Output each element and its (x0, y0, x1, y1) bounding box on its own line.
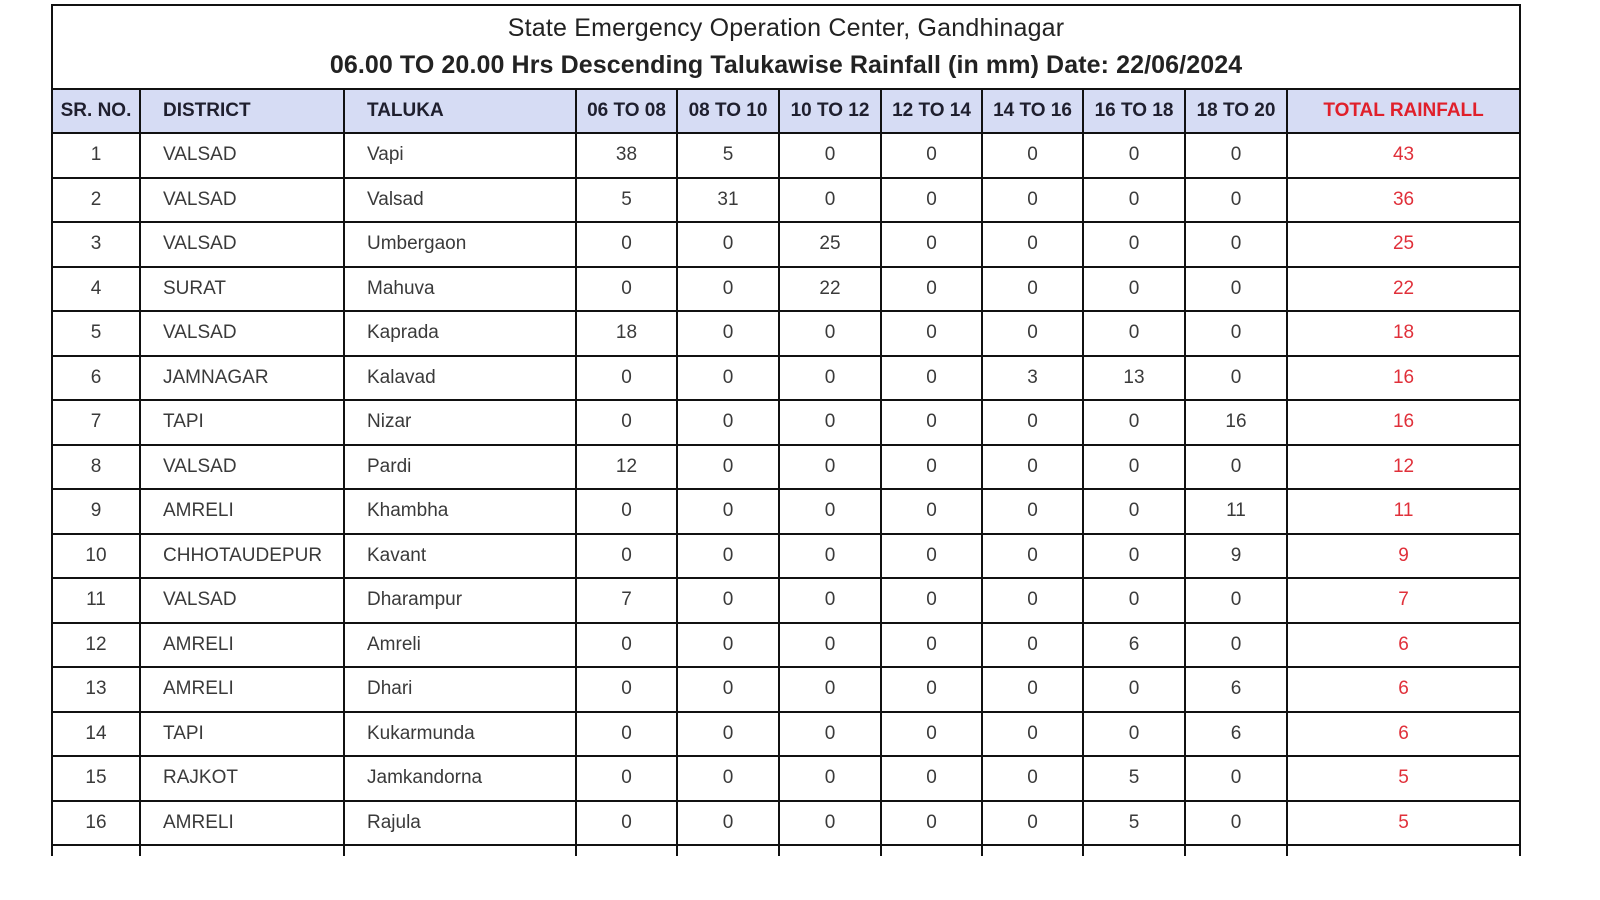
table-row (52, 222, 1520, 267)
cell-district: AMRELI (140, 667, 344, 712)
cell-rain-18-20: 0 (1185, 222, 1287, 267)
cell-sr-no: 7 (52, 400, 140, 445)
cell-rain-08-10: 0 (677, 534, 779, 579)
cell-district: SURAT (140, 267, 344, 312)
cell-sr-no: 10 (52, 534, 140, 579)
cell-taluka: Jamkandorna (344, 756, 576, 801)
cell-taluka: Kaprada (344, 311, 576, 356)
cell-rain-10-12: 0 (779, 311, 881, 356)
col-header-district: DISTRICT (140, 89, 344, 133)
cell-district: AMRELI (140, 623, 344, 668)
cell-rain-14-16: 0 (982, 534, 1083, 579)
cell-total-rainfall: 11 (1287, 489, 1520, 534)
cell-empty (344, 845, 576, 856)
col-header-16-18: 16 TO 18 (1083, 89, 1185, 133)
cell-district: JAMNAGAR (140, 356, 344, 401)
cell-sr-no: 14 (52, 712, 140, 757)
cell-rain-08-10: 0 (677, 445, 779, 490)
cell-rain-12-14: 0 (881, 178, 982, 223)
cell-sr-no: 5 (52, 311, 140, 356)
cell-rain-14-16: 0 (982, 712, 1083, 757)
cell-rain-06-08: 0 (576, 801, 677, 846)
col-header-18-20: 18 TO 20 (1185, 89, 1287, 133)
cell-rain-08-10: 0 (677, 400, 779, 445)
table-row (52, 667, 1520, 712)
cell-rain-12-14: 0 (881, 133, 982, 178)
cell-rain-16-18: 0 (1083, 133, 1185, 178)
cell-rain-10-12: 22 (779, 267, 881, 312)
table-row (52, 400, 1520, 445)
cell-total-rainfall: 6 (1287, 623, 1520, 668)
table-row (52, 133, 1520, 178)
rainfall-table (51, 4, 1521, 856)
cell-rain-18-20: 0 (1185, 178, 1287, 223)
cell-rain-06-08: 18 (576, 311, 677, 356)
table-body (52, 133, 1520, 856)
table-row (52, 267, 1520, 312)
cell-rain-08-10: 0 (677, 623, 779, 668)
cell-rain-14-16: 0 (982, 178, 1083, 223)
cell-rain-14-16: 0 (982, 133, 1083, 178)
cell-taluka: Mahuva (344, 267, 576, 312)
cell-rain-08-10: 0 (677, 356, 779, 401)
cell-rain-08-10: 0 (677, 712, 779, 757)
cell-rain-06-08: 5 (576, 178, 677, 223)
cell-total-rainfall: 16 (1287, 356, 1520, 401)
cell-rain-16-18: 0 (1083, 178, 1185, 223)
cell-rain-16-18: 0 (1083, 311, 1185, 356)
cell-district: VALSAD (140, 178, 344, 223)
cell-rain-16-18: 0 (1083, 578, 1185, 623)
cell-rain-10-12: 0 (779, 667, 881, 712)
report-title (52, 5, 1520, 89)
cell-rain-06-08: 0 (576, 222, 677, 267)
cell-empty (576, 845, 677, 856)
cell-empty (140, 845, 344, 856)
table-row (52, 489, 1520, 534)
cell-rain-12-14: 0 (881, 489, 982, 534)
cell-taluka: Nizar (344, 400, 576, 445)
cell-rain-08-10: 0 (677, 756, 779, 801)
cell-rain-14-16: 0 (982, 801, 1083, 846)
cell-empty (881, 845, 982, 856)
col-header-taluka: TALUKA (344, 89, 576, 133)
cell-rain-12-14: 0 (881, 756, 982, 801)
header-row (52, 89, 1520, 133)
cell-taluka: Valsad (344, 178, 576, 223)
cell-sr-no: 16 (52, 801, 140, 846)
cell-empty (982, 845, 1083, 856)
table-row (52, 356, 1520, 401)
cell-rain-10-12: 0 (779, 534, 881, 579)
cell-rain-16-18: 5 (1083, 756, 1185, 801)
cell-rain-16-18: 0 (1083, 667, 1185, 712)
table-row (52, 578, 1520, 623)
cell-taluka: Rajula (344, 801, 576, 846)
cell-total-rainfall: 6 (1287, 712, 1520, 757)
table-row (52, 445, 1520, 490)
cell-rain-18-20: 9 (1185, 534, 1287, 579)
cell-rain-18-20: 6 (1185, 712, 1287, 757)
table-row-partial (52, 845, 1520, 856)
cell-taluka: Kalavad (344, 356, 576, 401)
cell-rain-12-14: 0 (881, 222, 982, 267)
cell-empty (677, 845, 779, 856)
cell-district: AMRELI (140, 801, 344, 846)
cell-empty (1185, 845, 1287, 856)
cell-sr-no: 2 (52, 178, 140, 223)
table-row (52, 623, 1520, 668)
cell-rain-18-20: 0 (1185, 133, 1287, 178)
cell-district: AMRELI (140, 489, 344, 534)
cell-rain-16-18: 0 (1083, 489, 1185, 534)
col-header-total-rainfall: TOTAL RAINFALL (1287, 89, 1520, 133)
cell-rain-18-20: 11 (1185, 489, 1287, 534)
cell-rain-10-12: 0 (779, 756, 881, 801)
cell-rain-12-14: 0 (881, 801, 982, 846)
cell-sr-no: 15 (52, 756, 140, 801)
cell-taluka: Umbergaon (344, 222, 576, 267)
cell-rain-08-10: 31 (677, 178, 779, 223)
cell-rain-12-14: 0 (881, 623, 982, 668)
cell-sr-no: 11 (52, 578, 140, 623)
cell-district: VALSAD (140, 311, 344, 356)
cell-rain-16-18: 0 (1083, 445, 1185, 490)
table-row (52, 178, 1520, 223)
cell-rain-06-08: 0 (576, 489, 677, 534)
cell-rain-12-14: 0 (881, 712, 982, 757)
cell-rain-14-16: 0 (982, 667, 1083, 712)
col-header-08-10: 08 TO 10 (677, 89, 779, 133)
cell-sr-no: 4 (52, 267, 140, 312)
cell-rain-14-16: 0 (982, 489, 1083, 534)
cell-rain-18-20: 0 (1185, 356, 1287, 401)
cell-rain-06-08: 0 (576, 267, 677, 312)
cell-rain-14-16: 0 (982, 400, 1083, 445)
cell-taluka: Amreli (344, 623, 576, 668)
cell-rain-06-08: 0 (576, 667, 677, 712)
cell-rain-16-18: 0 (1083, 534, 1185, 579)
cell-taluka: Khambha (344, 489, 576, 534)
cell-rain-18-20: 0 (1185, 801, 1287, 846)
report-title-line2: 06.00 TO 20.00 Hrs Descending Talukawise Rainfall (in mm) Date: 22/06/2024 (329, 51, 1243, 79)
cell-rain-14-16: 0 (982, 578, 1083, 623)
cell-rain-08-10: 0 (677, 489, 779, 534)
cell-rain-12-14: 0 (881, 578, 982, 623)
cell-district: VALSAD (140, 578, 344, 623)
table-row (52, 756, 1520, 801)
cell-rain-14-16: 3 (982, 356, 1083, 401)
cell-sr-no: 1 (52, 133, 140, 178)
cell-district: TAPI (140, 712, 344, 757)
cell-rain-06-08: 0 (576, 400, 677, 445)
cell-rain-12-14: 0 (881, 667, 982, 712)
cell-taluka: Pardi (344, 445, 576, 490)
cell-rain-06-08: 0 (576, 534, 677, 579)
cell-rain-16-18: 0 (1083, 267, 1185, 312)
cell-total-rainfall: 43 (1287, 133, 1520, 178)
cell-total-rainfall: 5 (1287, 756, 1520, 801)
cell-rain-06-08: 0 (576, 712, 677, 757)
cell-rain-12-14: 0 (881, 534, 982, 579)
cell-rain-10-12: 0 (779, 178, 881, 223)
cell-total-rainfall: 18 (1287, 311, 1520, 356)
cell-empty (779, 845, 881, 856)
cell-rain-18-20: 0 (1185, 445, 1287, 490)
cell-rain-10-12: 0 (779, 489, 881, 534)
cell-rain-08-10: 0 (677, 667, 779, 712)
cell-rain-12-14: 0 (881, 267, 982, 312)
cell-rain-06-08: 0 (576, 623, 677, 668)
cell-empty (52, 845, 140, 856)
cell-rain-14-16: 0 (982, 311, 1083, 356)
cell-rain-14-16: 0 (982, 445, 1083, 490)
report-title-line1: State Emergency Operation Center, Gandhinagar (507, 14, 1065, 42)
col-header-sr-no: SR. NO. (52, 89, 140, 133)
cell-rain-06-08: 7 (576, 578, 677, 623)
table-row (52, 534, 1520, 579)
cell-rain-06-08: 0 (576, 356, 677, 401)
cell-total-rainfall: 25 (1287, 222, 1520, 267)
table-row (52, 311, 1520, 356)
cell-sr-no: 3 (52, 222, 140, 267)
cell-sr-no: 12 (52, 623, 140, 668)
cell-taluka: Kavant (344, 534, 576, 579)
cell-taluka: Dhari (344, 667, 576, 712)
rainfall-report (51, 4, 1519, 856)
cell-rain-10-12: 0 (779, 712, 881, 757)
cell-rain-08-10: 0 (677, 578, 779, 623)
cell-total-rainfall: 6 (1287, 667, 1520, 712)
col-header-06-08: 06 TO 08 (576, 89, 677, 133)
cell-taluka: Dharampur (344, 578, 576, 623)
cell-rain-10-12: 0 (779, 623, 881, 668)
cell-rain-16-18: 6 (1083, 623, 1185, 668)
cell-empty (1083, 845, 1185, 856)
cell-sr-no: 9 (52, 489, 140, 534)
cell-rain-10-12: 0 (779, 356, 881, 401)
cell-rain-10-12: 0 (779, 133, 881, 178)
table-row (52, 801, 1520, 846)
cell-rain-16-18: 13 (1083, 356, 1185, 401)
cell-rain-06-08: 38 (576, 133, 677, 178)
cell-rain-18-20: 16 (1185, 400, 1287, 445)
col-header-10-12: 10 TO 12 (779, 89, 881, 133)
cell-total-rainfall: 22 (1287, 267, 1520, 312)
cell-district: VALSAD (140, 445, 344, 490)
cell-rain-08-10: 0 (677, 801, 779, 846)
col-header-12-14: 12 TO 14 (881, 89, 982, 133)
cell-rain-06-08: 12 (576, 445, 677, 490)
cell-rain-16-18: 0 (1083, 712, 1185, 757)
cell-rain-14-16: 0 (982, 267, 1083, 312)
cell-rain-12-14: 0 (881, 445, 982, 490)
cell-rain-16-18: 5 (1083, 801, 1185, 846)
cell-taluka: Vapi (344, 133, 576, 178)
cell-taluka: Kukarmunda (344, 712, 576, 757)
col-header-14-16: 14 TO 16 (982, 89, 1083, 133)
cell-total-rainfall: 7 (1287, 578, 1520, 623)
cell-total-rainfall: 5 (1287, 801, 1520, 846)
cell-rain-18-20: 0 (1185, 267, 1287, 312)
cell-rain-08-10: 0 (677, 267, 779, 312)
cell-rain-18-20: 0 (1185, 623, 1287, 668)
cell-sr-no: 13 (52, 667, 140, 712)
cell-rain-06-08: 0 (576, 756, 677, 801)
cell-sr-no: 6 (52, 356, 140, 401)
cell-rain-14-16: 0 (982, 222, 1083, 267)
cell-rain-18-20: 0 (1185, 311, 1287, 356)
cell-rain-10-12: 0 (779, 400, 881, 445)
cell-rain-10-12: 0 (779, 801, 881, 846)
cell-rain-14-16: 0 (982, 756, 1083, 801)
cell-rain-14-16: 0 (982, 623, 1083, 668)
cell-district: TAPI (140, 400, 344, 445)
cell-empty (1287, 845, 1520, 856)
cell-total-rainfall: 36 (1287, 178, 1520, 223)
cell-rain-08-10: 0 (677, 311, 779, 356)
cell-rain-08-10: 5 (677, 133, 779, 178)
cell-total-rainfall: 9 (1287, 534, 1520, 579)
cell-rain-18-20: 6 (1185, 667, 1287, 712)
cell-rain-16-18: 0 (1083, 222, 1185, 267)
cell-rain-12-14: 0 (881, 356, 982, 401)
cell-rain-16-18: 0 (1083, 400, 1185, 445)
cell-district: VALSAD (140, 133, 344, 178)
cell-total-rainfall: 12 (1287, 445, 1520, 490)
cell-rain-10-12: 0 (779, 578, 881, 623)
cell-sr-no: 8 (52, 445, 140, 490)
cell-rain-18-20: 0 (1185, 578, 1287, 623)
cell-total-rainfall: 16 (1287, 400, 1520, 445)
cell-rain-08-10: 0 (677, 222, 779, 267)
cell-rain-18-20: 0 (1185, 756, 1287, 801)
cell-district: RAJKOT (140, 756, 344, 801)
table-row (52, 712, 1520, 757)
cell-district: CHHOTAUDEPUR (140, 534, 344, 579)
cell-rain-12-14: 0 (881, 311, 982, 356)
cell-rain-10-12: 0 (779, 445, 881, 490)
cell-district: VALSAD (140, 222, 344, 267)
cell-rain-12-14: 0 (881, 400, 982, 445)
cell-rain-10-12: 25 (779, 222, 881, 267)
